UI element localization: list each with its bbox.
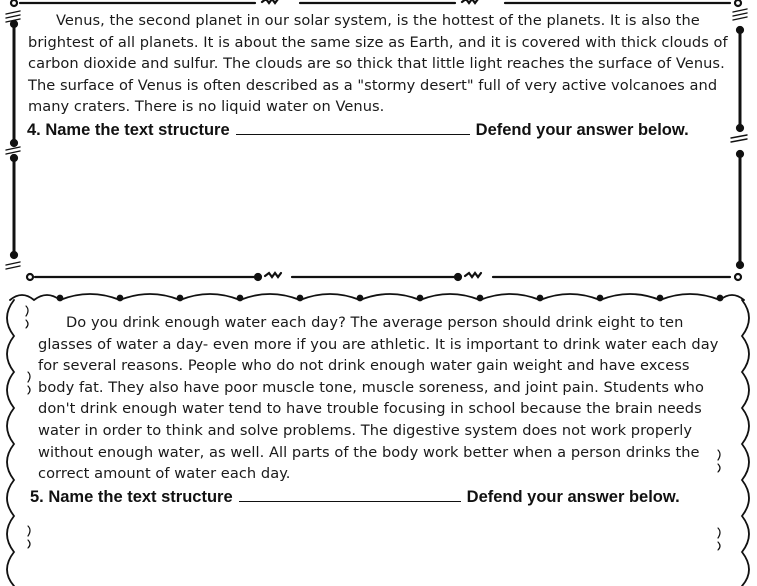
question-5-answer-blank[interactable] — [239, 500, 461, 502]
question-4 — [27, 121, 689, 140]
water-paragraph-text: Do you drink enough water each day? The average person should drink eight to ten glasses of water a day- even more if you are athletic. It is important to drink water each day for several reasons. People who do not drink enough water gain weight and have excess body fat. They also have poor muscle tone, muscle soreness, and joint pain. Students who don't drink enough water tend to have trouble focusing in school because the brain needs water in order to think and solve problems. The digestive system does not work properly without enough water, as well. All parts of the body work better when a person drinks the correct amount of water each day. — [38, 314, 719, 483]
question-5-label: 5. Name the text structure — [30, 488, 233, 506]
question-5 — [30, 488, 680, 507]
box1-left-border — [6, 11, 20, 269]
box1-right-border — [731, 9, 747, 268]
venus-paragraph — [28, 10, 728, 118]
question-5-tail: Defend your answer below. — [466, 488, 680, 506]
question-4-tail: Defend your answer below. — [475, 121, 689, 139]
box1-bottom-border — [27, 273, 741, 280]
water-paragraph — [38, 312, 720, 485]
venus-paragraph-text: Venus, the second planet in our solar system, is the hottest of the planets. It is also the brightest of all planets. It is about the same size as Earth, and it is covered with thick clouds of carbon dioxide and sulfur. The clouds are so thick that little light reaches the surface of Venus. The surface of Venus is often described as a "stormy desert" full of very active volcanoes and many craters. There is no liquid water on Venus. — [28, 12, 728, 116]
question-4-answer-blank[interactable] — [236, 133, 470, 135]
top-frame-line — [11, 0, 741, 6]
question-5-answer-area[interactable] — [34, 516, 714, 584]
question-4-answer-area[interactable] — [30, 150, 730, 265]
question-4-label: 4. Name the text structure — [27, 121, 230, 139]
